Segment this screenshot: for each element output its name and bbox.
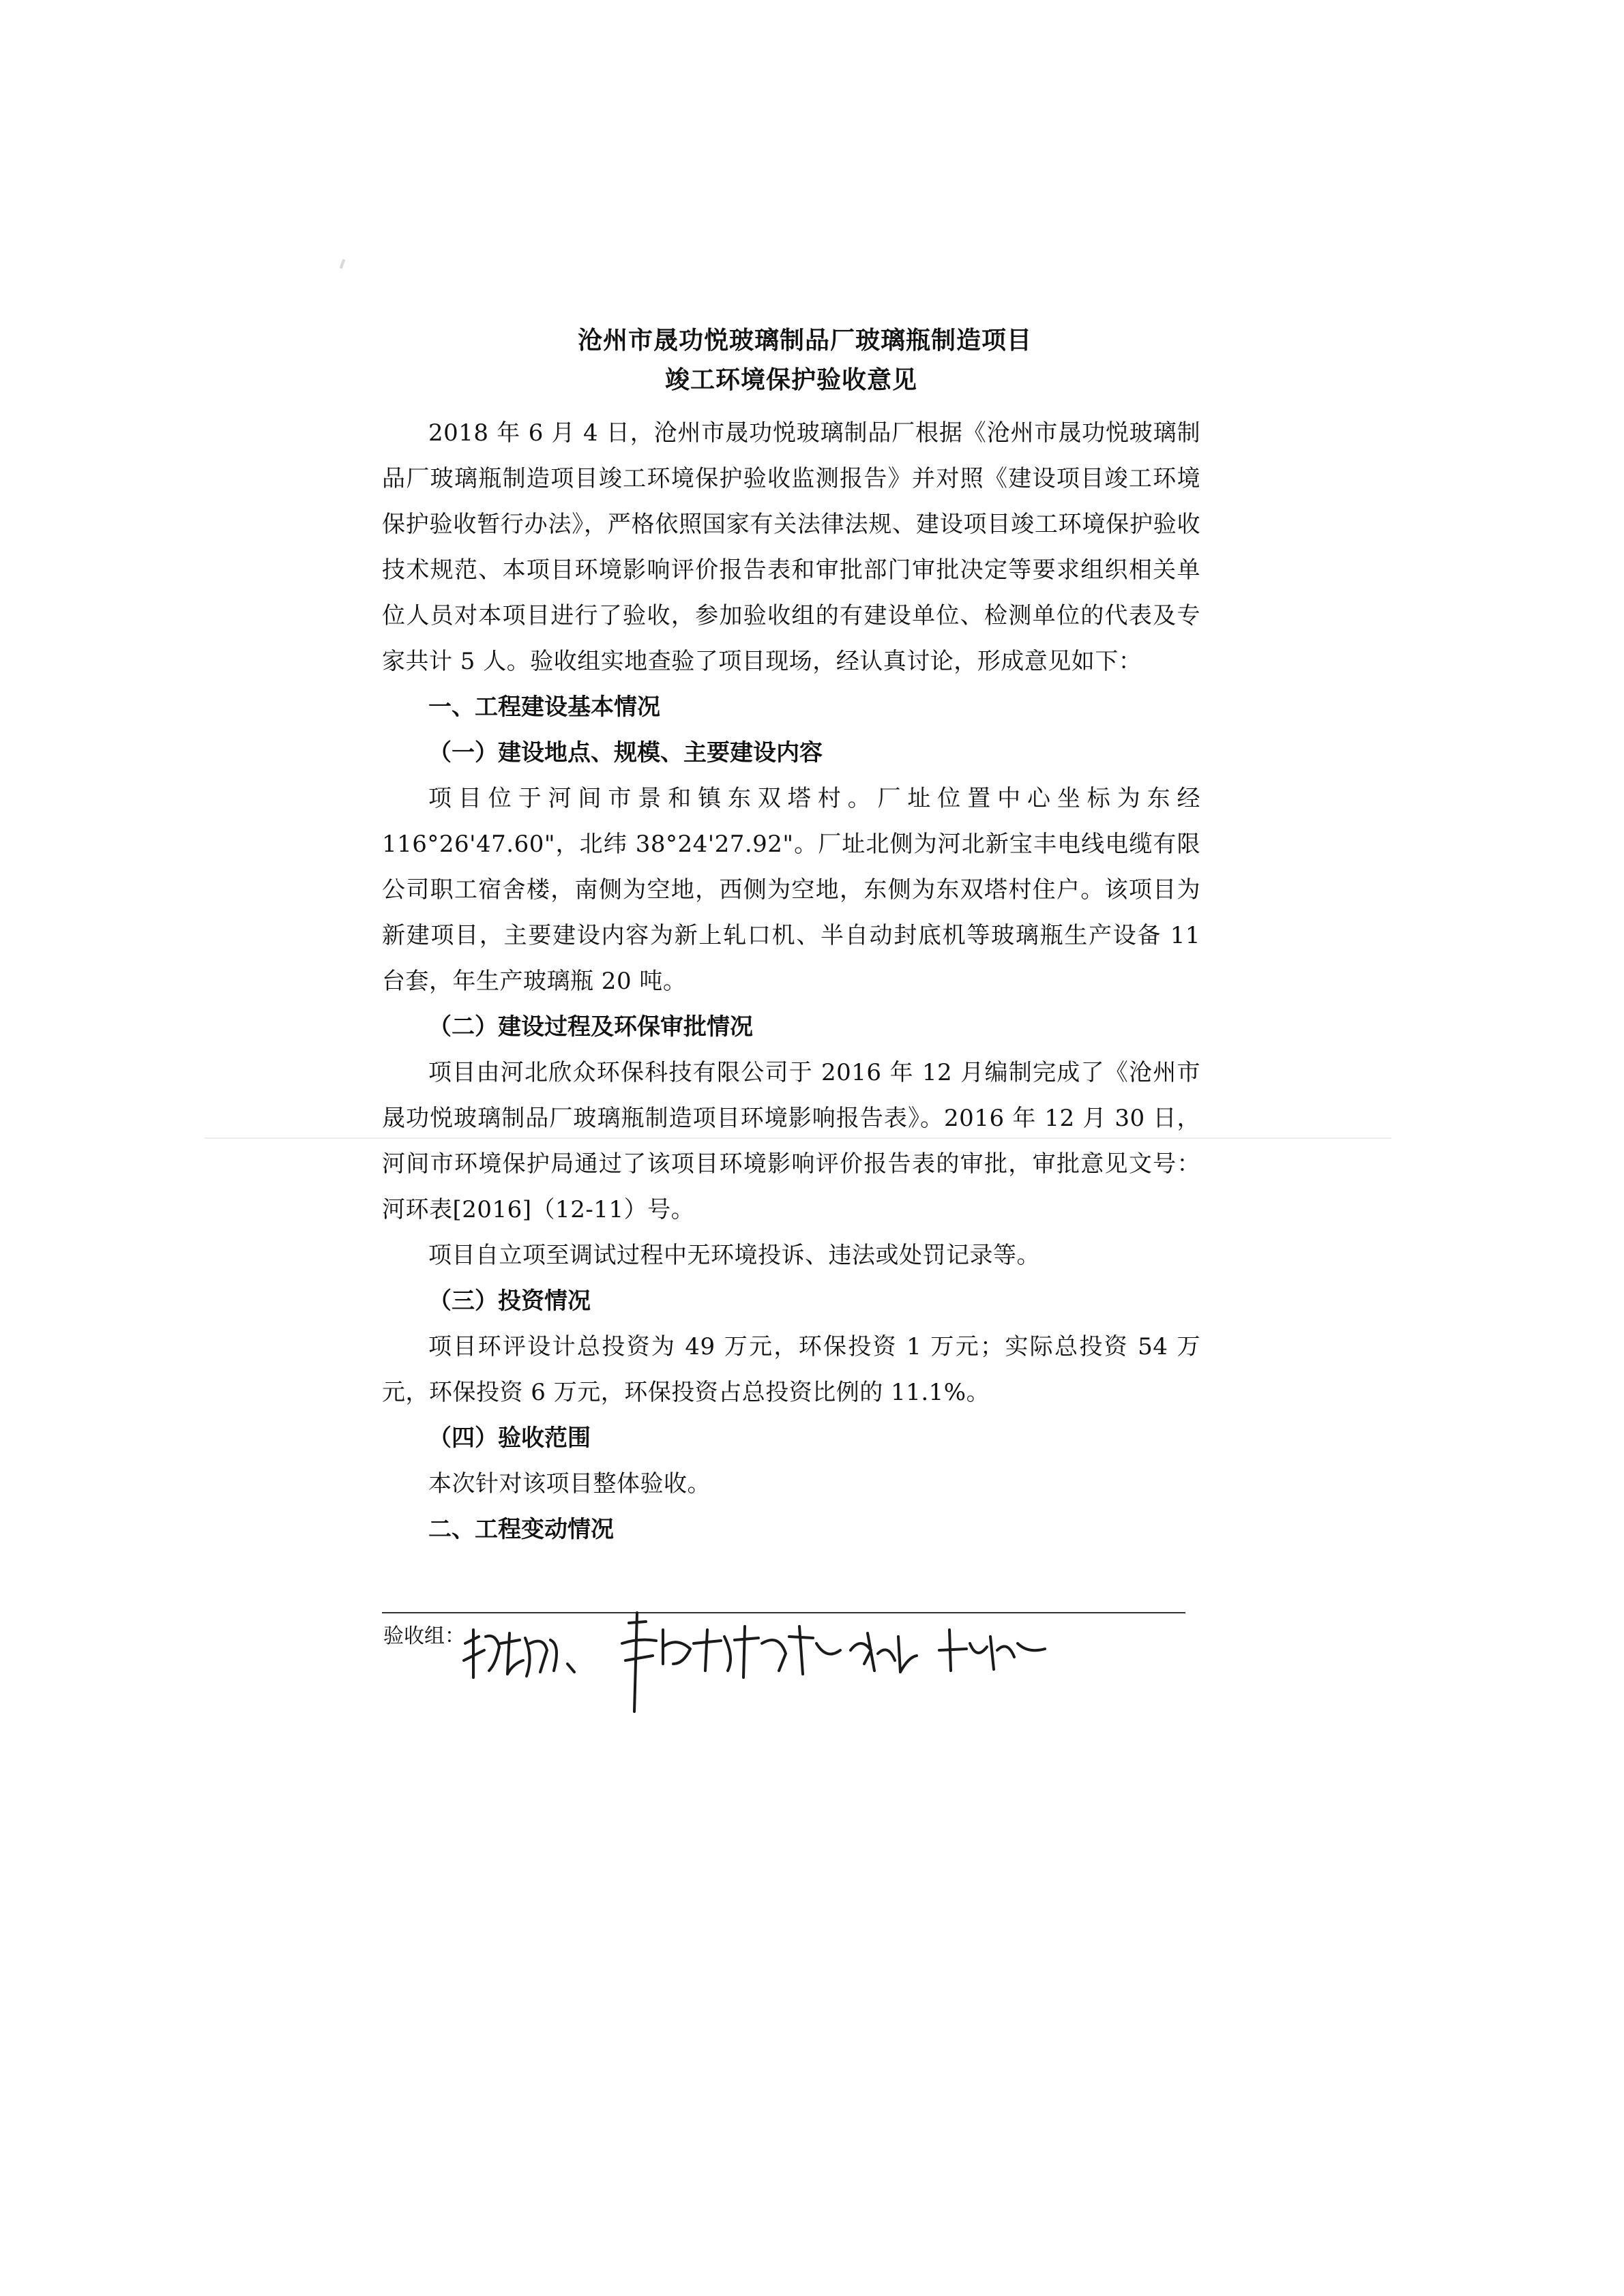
- section1-heading: 一、工程建设基本情况: [428, 694, 660, 721]
- subsection3-text: 项目环评设计总投资为 49 万元，环保投资 1 万元；实际总投资 54 万元，环保投资 6 万元，环保投资占总投资比例的 11.1%。: [382, 1333, 1200, 1406]
- subsection4-heading: （四）验收范围: [428, 1425, 591, 1452]
- handwritten-signatures: [458, 1596, 1072, 1718]
- document-title-line1: 沧州市晟功悦玻璃制品厂玻璃瓶制造项目: [577, 326, 1032, 355]
- document-title-line2: 竣工环境保护验收意见: [664, 366, 917, 394]
- document-page: [382, 320, 1200, 1553]
- section2-heading: 二、工程变动情况: [428, 1516, 614, 1543]
- document-body: [382, 411, 1200, 1553]
- subsection1-text: 项目位于河间市景和镇东双塔村。厂址位置中心坐标为东经 116°26'47.60"，北纬 38°24'27.92"。厂址北侧为河北新宝丰电线电缆有限公司职工宿舍楼，南侧为空地，西侧为空地，东侧为东双塔村住户。该项目为新建项目，主要建设内容为新上轧口机、半自动封底机等玻璃瓶生产设备 11 台套，年生产玻璃瓶 20 吨。: [382, 785, 1200, 995]
- subsection2-text2: 项目自立项至调试过程中无环境投诉、违法或处罚记录等。: [428, 1242, 1040, 1269]
- subsection2-heading: （二）建设过程及环保审批情况: [428, 1013, 753, 1041]
- subsection1-heading: （一）建设地点、规模、主要建设内容: [428, 739, 823, 766]
- subsection3-heading: （三）投资情况: [428, 1287, 591, 1315]
- scan-speck: [340, 259, 346, 269]
- signature-label: 验收组：: [383, 1624, 465, 1648]
- subsection2-text1: 项目由河北欣众环保科技有限公司于 2016 年 12 月编制完成了《沧州市晟功悦玻璃制品厂玻璃瓶制造项目环境影响报告表》。2016 年 12 月 30 日，河间市环境保护局通过了该项目环境影响评价报告表的审批，审批意见文号：河环表[2016]（12-11）号。: [382, 1059, 1200, 1223]
- subsection4-text: 本次针对该项目整体验收。: [428, 1470, 711, 1497]
- intro-paragraph: 2018 年 6 月 4 日，沧州市晟功悦玻璃制品厂根据《沧州市晟功悦玻璃制品厂玻璃瓶制造项目竣工环境保护验收监测报告》并对照《建设项目竣工环境保护验收暂行办法》，严格依照国家有关法律法规、建设项目竣工环境保护验收技术规范、本项目环境影响评价报告表和审批部门审批决定等要求组织相关单位人员对本项目进行了验收，参加验收组的有建设单位、检测单位的代表及专家共计 5 人。验收组实地查验了项目现场，经认真讨论，形成意见如下：: [382, 419, 1200, 675]
